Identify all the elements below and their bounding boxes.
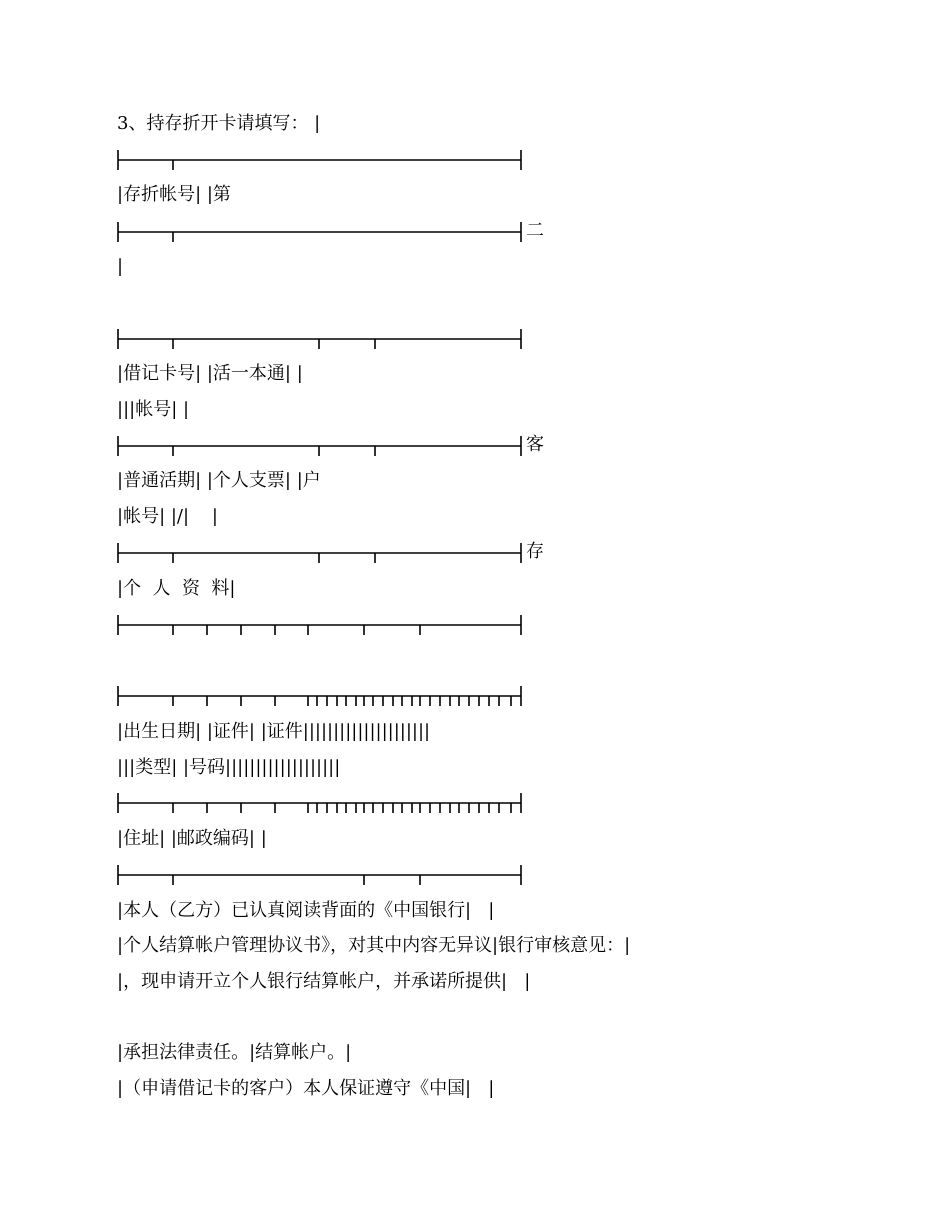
table-rule [117,792,522,814]
current-deposit-row: |普通活期| |个人支票| |户 [117,470,321,491]
statement-line: |个人结算帐户管理协议书》，对其中内容无异议|银行审核意见：| [117,935,631,956]
account-number-row: |||帐号| | [117,399,190,420]
table-rule [117,435,522,457]
side-marker: 二 [526,220,544,241]
table-rule [117,221,522,243]
statement-line: |承担法律责任。|结算帐户。| [117,1042,352,1063]
table-rule [117,542,522,564]
id-type-row: |||类型| |号码||||||||||||||||||| [117,757,341,778]
table-rule [117,864,522,886]
table-rule [117,149,522,171]
statement-line: |本人（乙方）已认真阅读背面的《中国银行| | [117,900,495,921]
passbook-account-row: |存折帐号| |第 [117,184,231,205]
debit-card-row: |借记卡号| |活一本通| | [117,363,303,384]
personal-info-heading: |个 人 资 料| [117,578,236,599]
table-border-mark: | [117,256,124,277]
statement-line: |，现申请开立个人银行结算帐户，并承诺所提供| | [117,971,531,992]
address-row: |住址| |邮政编码| | [117,828,267,849]
table-rule [117,614,522,636]
statement-line: |（申请借记卡的客户）本人保证遵守《中国| | [117,1078,495,1099]
side-marker: 客 [526,434,544,455]
account-number-row: |帐号| |/| | [117,506,218,527]
section-heading: 3、持存折开卡请填写： | [117,113,321,134]
side-marker: 存 [526,541,544,562]
table-rule [117,685,522,707]
table-rule [117,328,522,350]
birth-date-row: |出生日期| |证件| |证件||||||||||||||||||||| [117,721,431,742]
